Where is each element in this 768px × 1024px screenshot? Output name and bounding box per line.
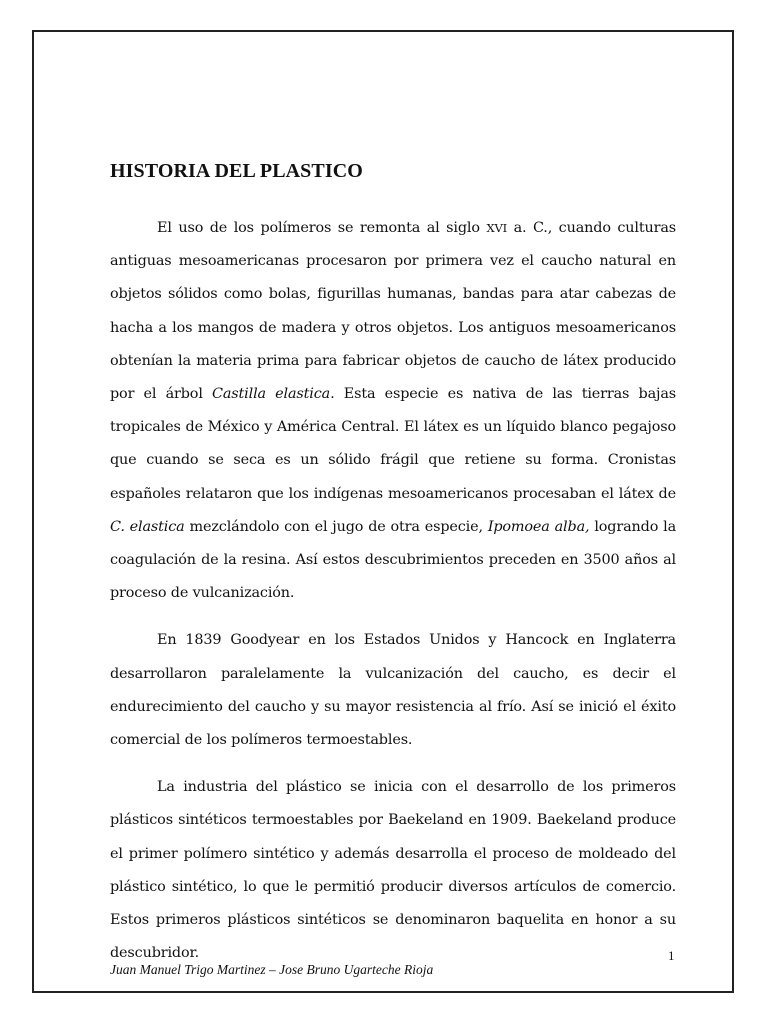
document-body xyxy=(110,212,676,984)
footer-authors: Juan Manuel Trigo Martinez – Jose Bruno Ugarteche Rioja xyxy=(110,962,434,977)
paragraph-3: La industria del plástico se inicia con el desarrollo de los primeros plásticos sintéticos termoestables por Baekeland en 1909. Baekeland produce el primer polímero sintético y además desarrolla el proceso de moldeado del plástico sintético, lo que le permitió producir diversos artículos de comercio. Estos primeros plásticos sintéticos se denominaron baquelita en honor a su descubridor. xyxy=(110,779,676,962)
paragraph-1-text-c: . Esta especie es nativa de las tierras bajas tropicales de México y América Central. El látex es un líquido blanco pegajoso que cuando se seca es un sólido frágil que retiene su forma. Cronistas españoles relataron que los indígenas mesoamericanos procesaban el látex de xyxy=(110,386,676,502)
paragraph-2: En 1839 Goodyear en los Estados Unidos y Hancock en Inglaterra desarrollaron paralelamente la vulcanización del caucho, es decir el endurecimiento del caucho y su mayor resistencia al frío. Así se inició el éxito comercial de los polímeros termoestables. xyxy=(110,632,676,749)
species-c-elastica: C. elastica xyxy=(110,518,185,535)
paragraph-1-text-d: mezclándolo con el jugo de otra especie, xyxy=(184,518,488,535)
species-ipomoea-alba: Ipomoea alba, xyxy=(487,518,590,535)
page-title: HISTORIA DEL PLASTICO xyxy=(110,160,363,182)
paragraph-1-text-e: logrando la coagulación de la resina. Así estos descubrimientos preceden en 3500 años al proceso de vulcanización. xyxy=(110,518,676,602)
century-numeral: XVI xyxy=(486,221,508,235)
species-castilla-elastica: Castilla elastica xyxy=(212,386,331,403)
page-number: 1 xyxy=(668,948,675,963)
paragraph-1-text-a: El uso de los polímeros se remonta al siglo xyxy=(157,220,487,236)
paragraph-1 xyxy=(110,212,676,610)
paragraph-1-text-b: a. C., cuando culturas antiguas mesoamericanas procesaron por primera vez el caucho natural en objetos sólidos como bolas, figurillas humanas, bandas para atar cabezas de hacha a los mangos de madera y otros objetos. Los antiguos mesoamericanos obtenían la materia prima para fabricar objetos de caucho de látex producido por el árbol xyxy=(110,220,676,403)
